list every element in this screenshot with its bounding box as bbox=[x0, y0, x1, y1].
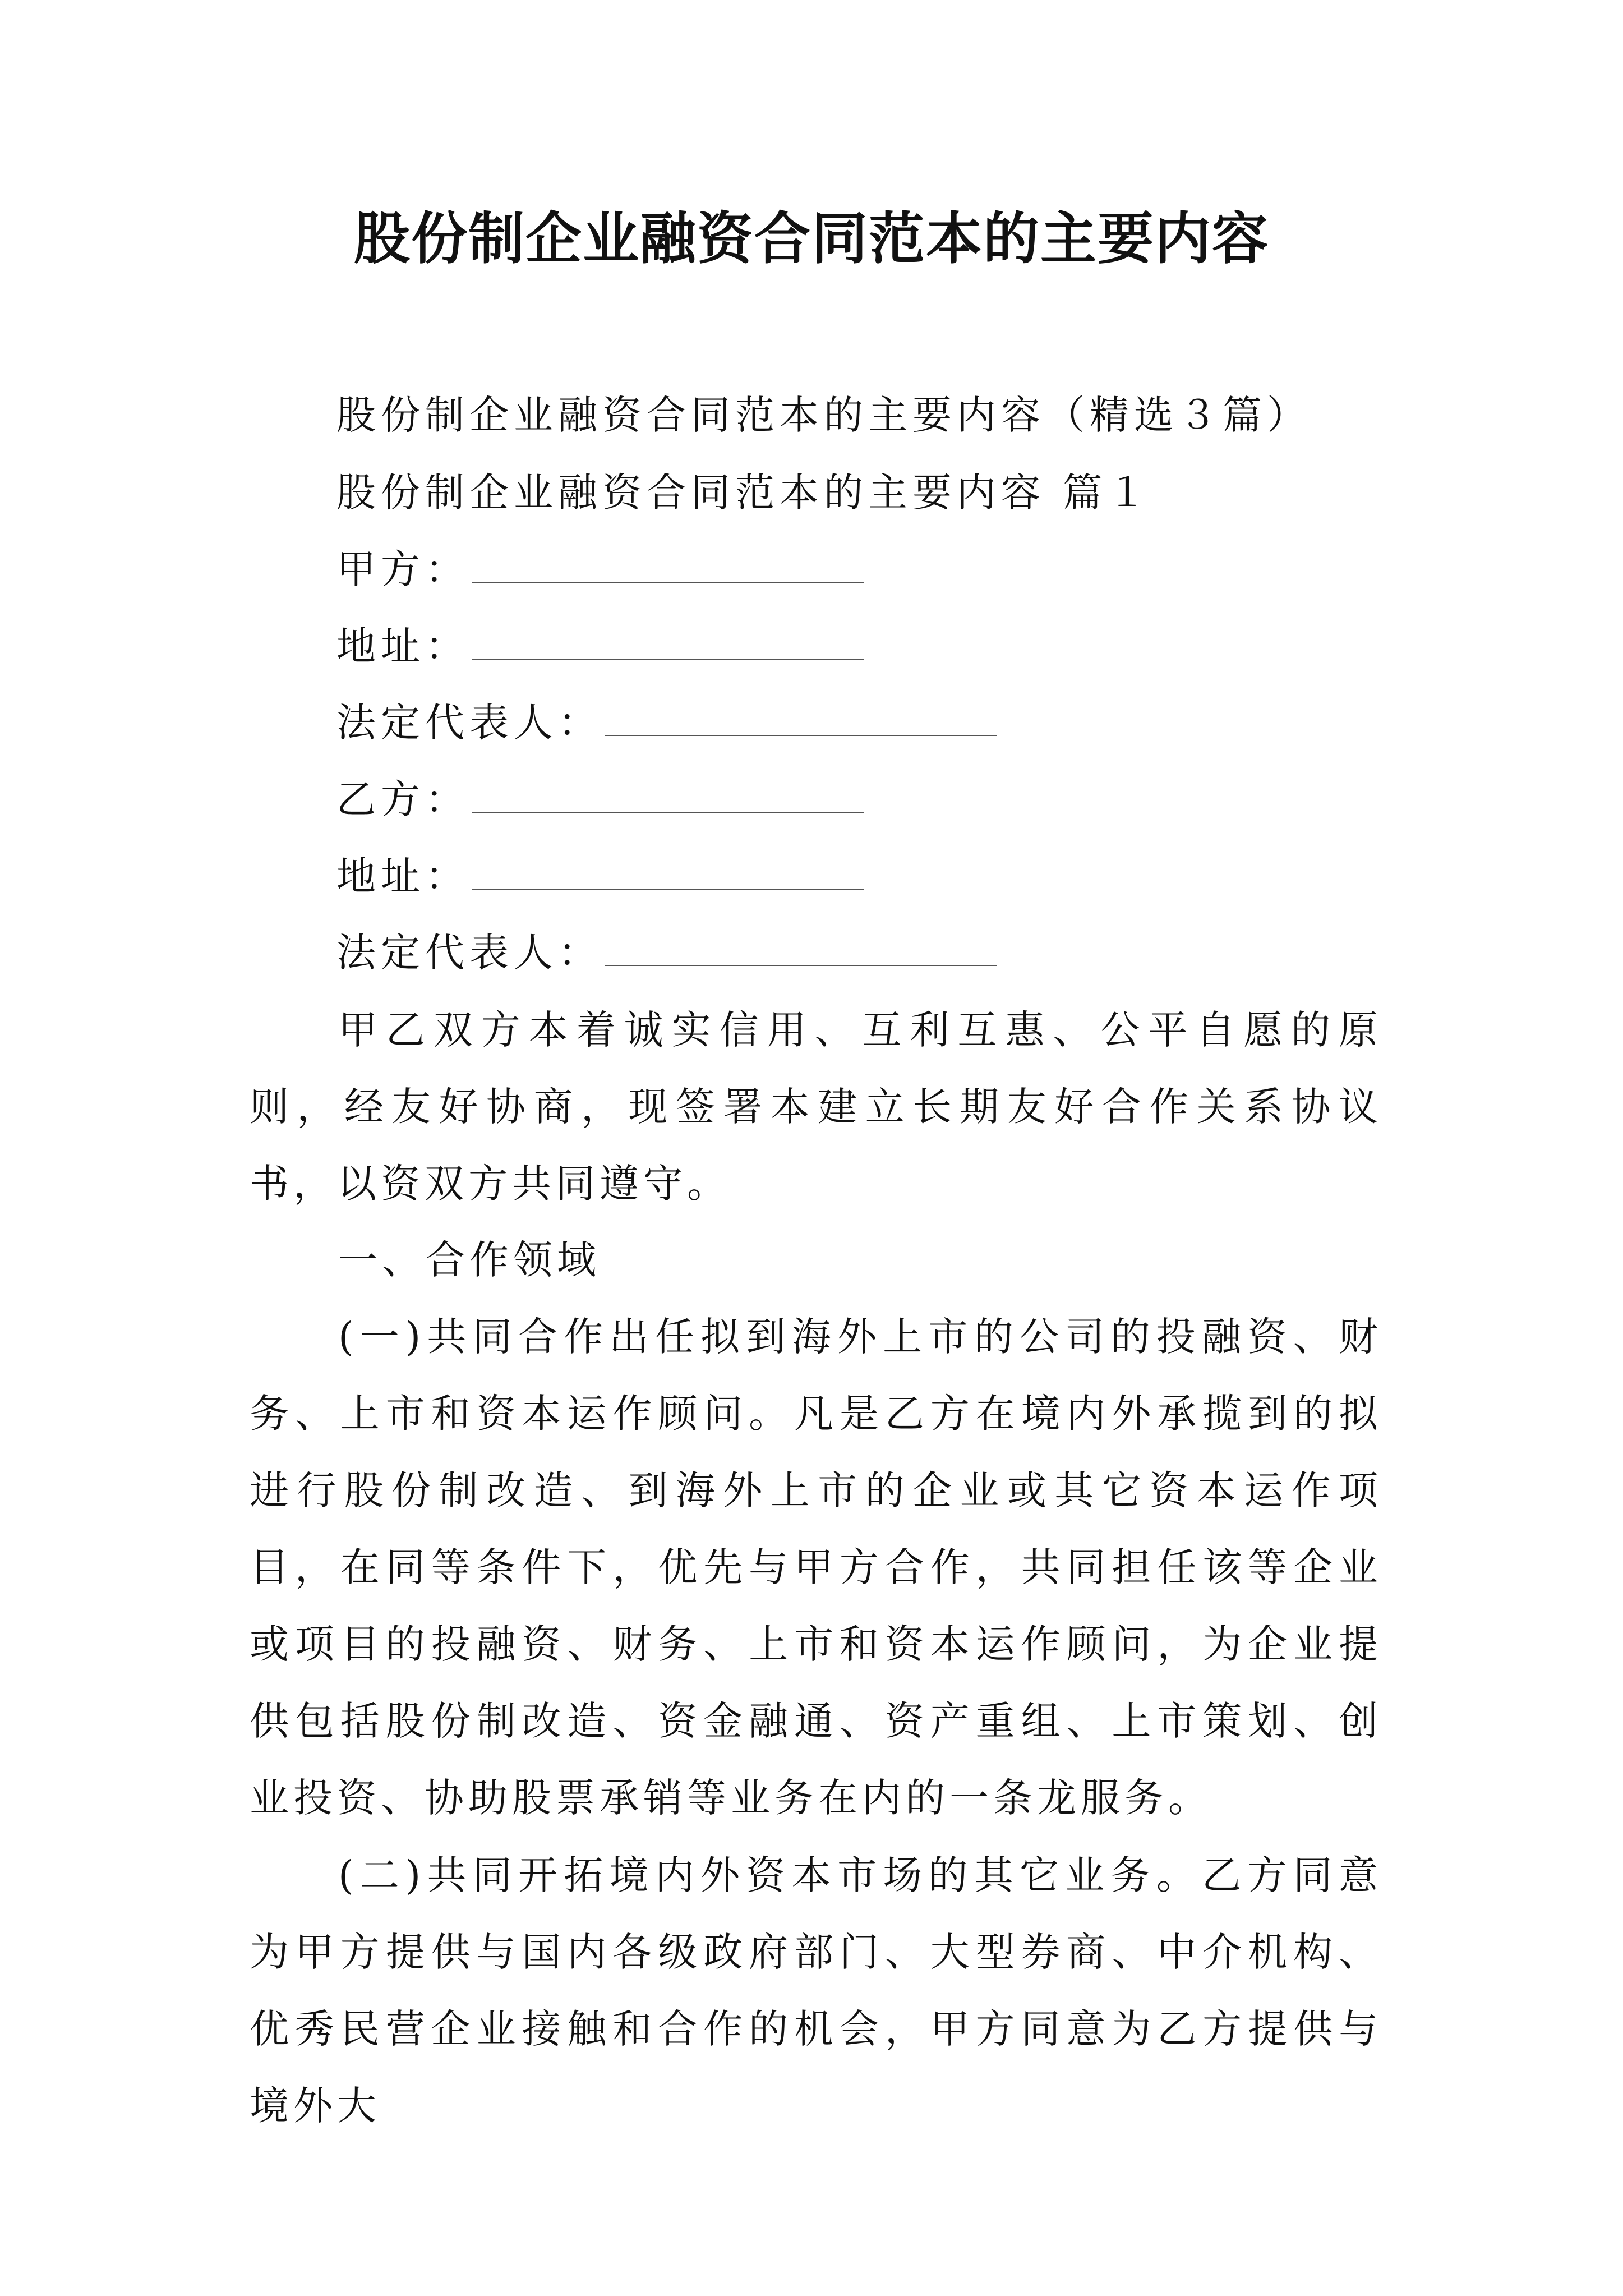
party-b-blank bbox=[472, 778, 864, 813]
paragraph-item-2: (二)共同开拓境内外资本市场的其它业务。乙方同意为甲方提供与国内各级政府部门、大型券商、中介机构、优秀民营企业接触和合作的机会，甲方同意为乙方提供与境外大 bbox=[250, 1852, 1382, 2129]
party-a-rep-blank bbox=[605, 701, 997, 736]
document-subtitle: 股份制企业融资合同范本的主要内容（精选３篇） bbox=[336, 392, 1311, 438]
section-heading: 股份制企业融资合同范本的主要内容 篇１ bbox=[336, 470, 1152, 516]
party-b-rep-label: 法定代表人： bbox=[336, 930, 602, 976]
party-b-label: 乙方： bbox=[336, 776, 469, 822]
party-b-address-label: 地址： bbox=[336, 853, 469, 899]
party-a-rep-label: 法定代表人： bbox=[336, 700, 602, 746]
document-title: 股份制企业融资合同范本的主要内容 bbox=[354, 205, 1269, 272]
party-b-rep-blank bbox=[605, 931, 997, 966]
party-b-field bbox=[336, 771, 864, 827]
paragraph-principles: 甲乙双方本着诚实信用、互利互惠、公平自愿的原则，经友好协商，现签署本建立长期友好合作关系协议书，以资双方共同遵守。 bbox=[250, 1007, 1382, 1207]
party-b-address-blank bbox=[472, 855, 864, 890]
party-b-address-field bbox=[336, 848, 864, 904]
party-a-label: 甲方： bbox=[336, 546, 469, 592]
party-a-address-field bbox=[336, 618, 864, 674]
party-a-rep-field bbox=[336, 694, 997, 751]
party-a-blank bbox=[472, 548, 864, 583]
party-a-field bbox=[336, 541, 864, 597]
paragraph-heading-cooperation: 一、合作领域 bbox=[338, 1237, 601, 1283]
party-a-address-blank bbox=[472, 625, 864, 660]
party-b-rep-field bbox=[336, 924, 997, 981]
paragraph-item-1: (一)共同合作出任拟到海外上市的公司的投融资、财务、上市和资本运作顾问。凡是乙方在境内外承揽到的拟进行股份制改造、到海外上市的企业或其它资本运作项目，在同等条件下，优先与甲方合作，共同担任该等企业或项目的投融资、财务、上市和资本运作顾问，为企业提供包括股份制改造、资金融通、资产重组、上市策划、创业投资、协助股票承销等业务在内的一条龙服务。 bbox=[250, 1314, 1382, 1821]
party-a-address-label: 地址： bbox=[336, 623, 469, 669]
